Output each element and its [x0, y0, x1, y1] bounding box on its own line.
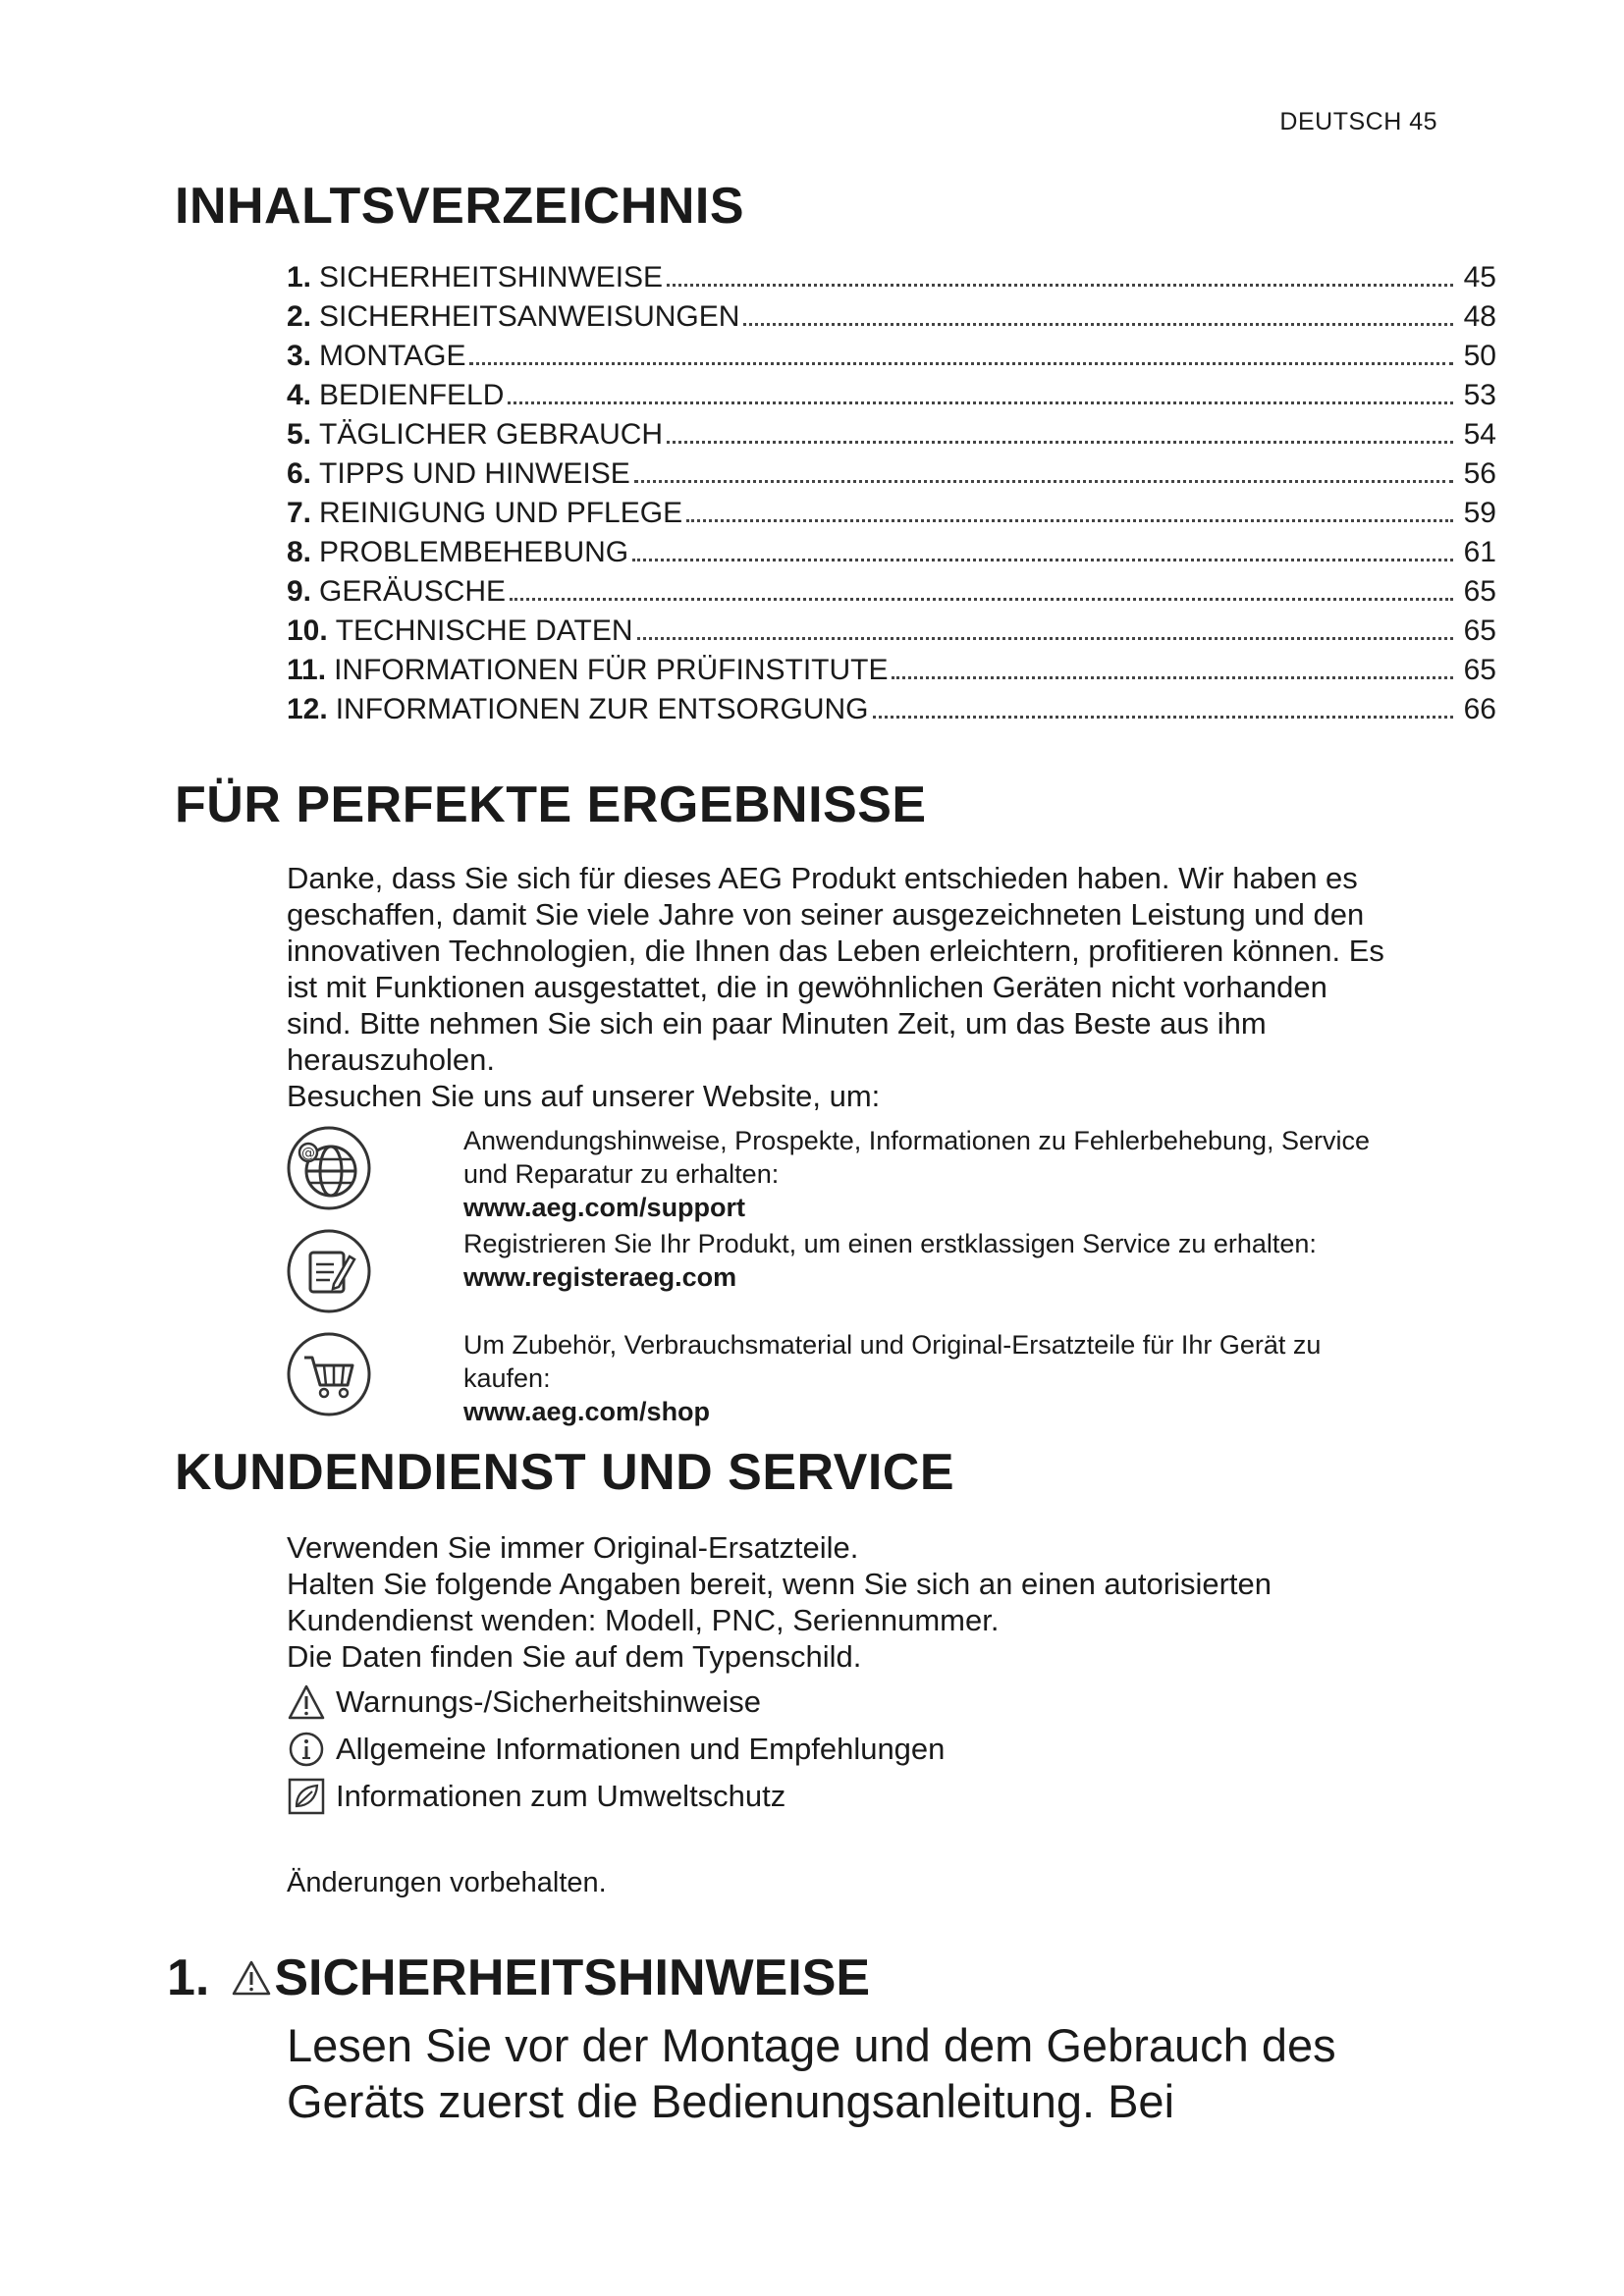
section1-heading: [167, 1949, 870, 2007]
legend-info: [287, 1726, 945, 1773]
change-note: Änderungen vorbehalten.: [287, 1867, 607, 1898]
legend-warning: [287, 1679, 945, 1726]
intro-line: geschaffen, damit Sie viele Jahre von seiner ausgezeichneten Leistung und den: [287, 897, 1365, 932]
toc-leader: [632, 559, 1453, 561]
register-text: [463, 1227, 1317, 1294]
globe-icon: [285, 1124, 373, 1212]
toc-number: 6.: [287, 457, 312, 490]
toc-page: 56: [1463, 457, 1496, 490]
intro-line: Danke, dass Sie sich für dieses AEG Produkt entschieden haben. Wir haben es: [287, 861, 1358, 895]
toc-item-8[interactable]: [287, 533, 1496, 572]
toc-page: 65: [1463, 614, 1496, 647]
legend-environment: [287, 1773, 945, 1820]
warning-icon: [287, 1682, 326, 1722]
service-line: Kundendienst wenden: Modell, PNC, Seriennummer.: [287, 1603, 1000, 1637]
toc-leader: [508, 401, 1453, 404]
intro-line: ist mit Funktionen ausgestattet, die in gewöhnlichen Geräten nicht vorhanden: [287, 970, 1327, 1004]
service-title: KUNDENDIENST UND SERVICE: [175, 1444, 955, 1501]
toc-number: 10.: [287, 614, 328, 647]
toc-page: 53: [1463, 379, 1496, 411]
toc-page: 61: [1463, 536, 1496, 568]
toc-leader: [667, 284, 1453, 287]
toc-leader: [873, 716, 1454, 719]
toc-label: PROBLEMBEHEBUNG: [319, 536, 629, 568]
toc-page: 65: [1463, 654, 1496, 686]
toc-item-6[interactable]: [287, 454, 1496, 494]
toc-label: TIPPS UND HINWEISE: [319, 457, 630, 490]
info-icon: [287, 1730, 326, 1769]
symbol-legend: [287, 1679, 945, 1820]
page-header-label: DEUTSCH 45: [1279, 108, 1437, 135]
toc-number: 3.: [287, 340, 312, 372]
toc-item-3[interactable]: [287, 337, 1496, 376]
toc-leader: [892, 676, 1453, 679]
support-line: Anwendungshinweise, Prospekte, Informationen zu Fehlerbehebung, Service: [463, 1126, 1371, 1155]
section1-line: Geräts zuerst die Bedienungsanleitung. Bei: [287, 2075, 1175, 2127]
toc-page: 50: [1463, 340, 1496, 372]
toc-leader: [743, 323, 1453, 326]
svg-text:@: @: [301, 1146, 315, 1161]
toc-label: SICHERHEITSHINWEISE: [319, 261, 664, 294]
shop-line: kaufen:: [463, 1363, 551, 1393]
toc-item-9[interactable]: [287, 572, 1496, 612]
toc-item-1[interactable]: [287, 258, 1496, 297]
toc-item-12[interactable]: [287, 690, 1496, 729]
toc-label: INFORMATIONEN ZUR ENTSORGUNG: [335, 693, 869, 725]
toc-number: 9.: [287, 575, 312, 608]
warning-icon: [231, 1958, 272, 1998]
toc-page: 59: [1463, 497, 1496, 529]
visit-line: Besuchen Sie uns auf unserer Website, um:: [287, 1079, 881, 1113]
intro-line: herauszuholen.: [287, 1042, 495, 1077]
toc-label: TÄGLICHER GEBRAUCH: [319, 418, 664, 451]
intro-line: sind. Bitte nehmen Sie sich ein paar Minuten Zeit, um das Beste aus ihm: [287, 1006, 1267, 1041]
toc-page: 65: [1463, 575, 1496, 608]
toc-item-10[interactable]: [287, 612, 1496, 651]
toc-number: 12.: [287, 693, 328, 725]
toc-number: 1.: [287, 261, 312, 294]
toc-page: 48: [1463, 300, 1496, 333]
service-line: Die Daten finden Sie auf dem Typenschild.: [287, 1639, 862, 1674]
toc-number: 5.: [287, 418, 312, 451]
toc-item-11[interactable]: [287, 651, 1496, 690]
toc-title: INHALTSVERZEICHNIS: [175, 178, 745, 235]
toc-item-4[interactable]: [287, 376, 1496, 415]
toc-label: BEDIENFELD: [319, 379, 505, 411]
results-intro: [287, 860, 1384, 1114]
support-link[interactable]: www.aeg.com/support: [463, 1193, 746, 1222]
toc-number: 4.: [287, 379, 312, 411]
legend-environment-label: Informationen zum Umweltschutz: [336, 1779, 786, 1813]
toc-leader: [637, 637, 1453, 640]
toc-label: SICHERHEITSANWEISUNGEN: [319, 300, 740, 333]
toc-leader: [667, 441, 1453, 444]
register-line: Registrieren Sie Ihr Produkt, um einen erstklassigen Service zu erhalten:: [463, 1229, 1317, 1258]
section1-text: [287, 2017, 1336, 2129]
register-document-icon: [285, 1227, 373, 1315]
toc-leader: [686, 519, 1453, 522]
toc-label: MONTAGE: [319, 340, 466, 372]
leaf-icon: [287, 1777, 326, 1816]
results-title: FÜR PERFEKTE ERGEBNISSE: [175, 776, 927, 833]
toc-number: 8.: [287, 536, 312, 568]
toc-leader: [469, 362, 1453, 365]
service-line: Verwenden Sie immer Original-Ersatzteile.: [287, 1530, 859, 1565]
toc-label: REINIGUNG UND PFLEGE: [319, 497, 683, 529]
shop-link[interactable]: www.aeg.com/shop: [463, 1397, 711, 1426]
intro-line: innovativen Technologien, die Ihnen das Leben erleichtern, profitieren können. Es: [287, 934, 1384, 968]
service-line: Halten Sie folgende Angaben bereit, wenn Sie sich an einen autorisierten: [287, 1567, 1272, 1601]
legend-warning-label: Warnungs-/Sicherheitshinweise: [336, 1684, 762, 1719]
toc-number: 7.: [287, 497, 312, 529]
toc-number: 2.: [287, 300, 312, 333]
support-line: und Reparatur zu erhalten:: [463, 1159, 780, 1189]
register-link[interactable]: www.registeraeg.com: [463, 1262, 737, 1292]
toc-item-2[interactable]: [287, 297, 1496, 337]
toc-number: 11.: [287, 654, 327, 686]
toc-page: 54: [1463, 418, 1496, 451]
toc-leader: [634, 480, 1453, 483]
toc-label: INFORMATIONEN FÜR PRÜFINSTITUTE: [334, 654, 889, 686]
toc-label: TECHNISCHE DATEN: [335, 614, 633, 647]
toc-item-7[interactable]: [287, 494, 1496, 533]
section1-number: 1.: [167, 1949, 210, 2006]
toc-page: 66: [1463, 693, 1496, 725]
section1-title: SICHERHEITSHINWEISE: [274, 1949, 871, 2006]
toc-page: 45: [1463, 261, 1496, 294]
support-text: [463, 1124, 1370, 1224]
toc-leader: [510, 598, 1453, 601]
shopping-cart-icon: [285, 1330, 373, 1418]
service-text: [287, 1529, 1272, 1675]
toc-item-5[interactable]: [287, 415, 1496, 454]
toc-list: [287, 258, 1496, 729]
toc-label: GERÄUSCHE: [319, 575, 507, 608]
legend-info-label: Allgemeine Informationen und Empfehlungen: [336, 1732, 946, 1766]
shop-line: Um Zubehör, Verbrauchsmaterial und Original-Ersatzteile für Ihr Gerät zu: [463, 1330, 1322, 1360]
shop-text: [463, 1328, 1321, 1428]
section1-line: Lesen Sie vor der Montage und dem Gebrauch des: [287, 2019, 1336, 2071]
